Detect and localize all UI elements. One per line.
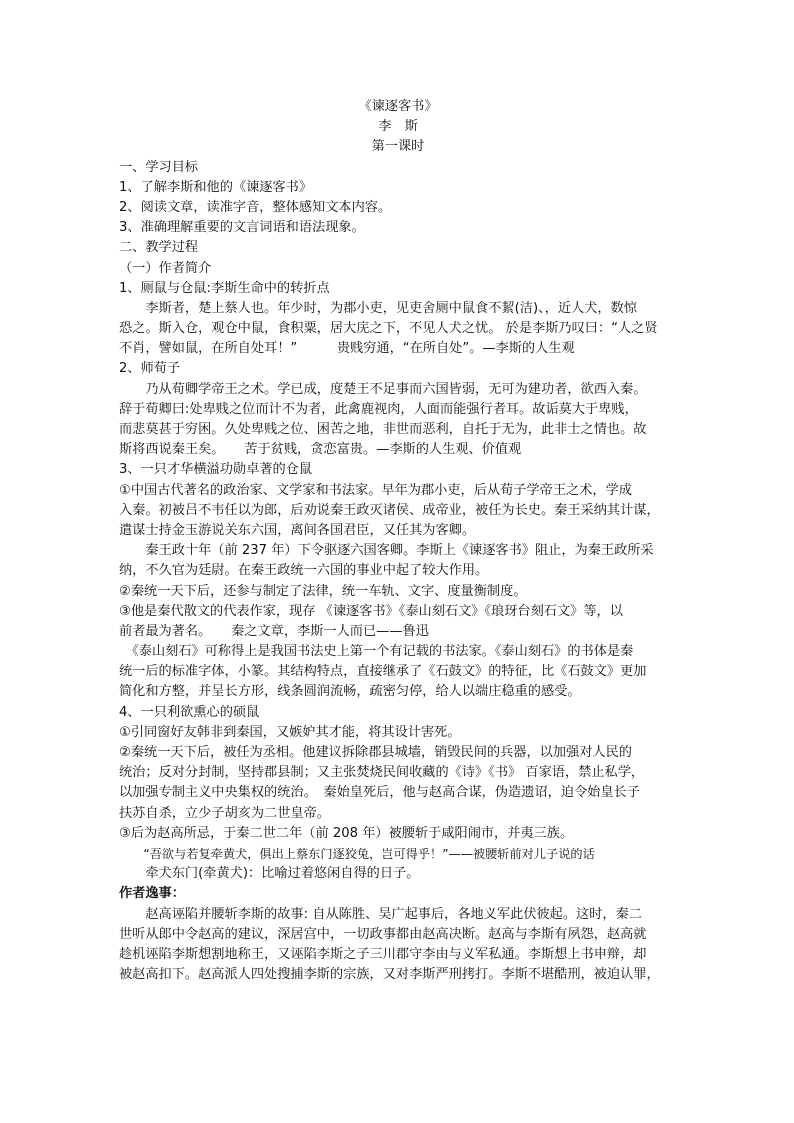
paragraph-line: 统一后的标准字体，小篆。其结构特点，直接继承了《石鼓文》的特征，比《石鼓文》更加 — [119, 664, 647, 680]
subsection-heading: 4、一只利欲熏心的硕鼠 — [119, 704, 260, 720]
anecdote-heading: 作者逸事： — [119, 886, 185, 902]
paragraph-line: 纳，不久官为廷尉。在秦王政统一六国的事业中起了较大作用。 — [119, 563, 489, 579]
paragraph-line: 以加强专制主义中央集权的统治。 秦始皇死后，他与赵高合谋，伪造遗诏，迫令始皇长子 — [119, 785, 640, 801]
list-item: 2、阅读文章，读准字音，整体感知文本内容。 — [119, 199, 392, 215]
paragraph-line: 李斯者，楚上蔡人也。年少时，为郡小吏，见吏舍厕中鼠食不絜(洁)、，近人犬，数惊 — [119, 300, 637, 316]
section-heading: 二、教学过程 — [119, 240, 199, 256]
quote-line: “吾欲与若复牵黄犬，俱出上蔡东门逐狡兔，岂可得乎！”——被腰斩前对儿子说的话 — [119, 846, 595, 861]
paragraph-line: 秦王政十年（前 237 年）下令驱逐六国客卿。李斯上《谏逐客书》阻止，为秦王政所采 — [119, 543, 654, 559]
paragraph-line: 前者最为著名。 秦之文章，李斯一人而已——鲁迅 — [119, 623, 429, 639]
paragraph-line: 《泰山刻石》可称得上是我国书法史上第一个有记载的书法家。《泰山刻石》的书体是秦 — [119, 644, 634, 660]
paragraph-line: ③后为赵高所忌，于秦二世二年（前 208 年）被腰斩于咸阳闹市，并夷三族。 — [119, 825, 574, 841]
paragraph-line: 入秦。初被吕不韦任以为郎，后劝说秦王政灭诸侯、成帝业，被任为长史。秦王采纳其计谋， — [119, 502, 660, 518]
paragraph-line: 遣谋士持金玉游说关东六国，离间各国君臣，又任其为客卿。 — [119, 522, 476, 538]
list-item: 3、准确理解重要的文言词语和语法现象。 — [119, 220, 365, 236]
paragraph-line: ③他是秦代散文的代表作家，现存 《谏逐客书》《泰山刻石文》《琅玡台刻石文》等，以 — [119, 603, 623, 619]
paragraph-line: 扶苏自杀，立少子胡亥为二世皇帝。 — [119, 805, 330, 821]
paragraph-line: 斯将西说秦王矣。 苦于贫贱，贪恋富贵。—李斯的人生观、价值观 — [119, 442, 522, 458]
author-name: 李 斯 — [378, 119, 418, 135]
paragraph-line: ①中国古代著名的政治家、文学家和书法家。早年为郡小吏，后从荀子学帝王之术，学成 — [119, 482, 632, 498]
list-item: 1、了解李斯和他的《谏逐客书》 — [119, 179, 313, 195]
paragraph-line: 恐之。斯入仓，观仓中鼠，食积粟，居大庑之下，不见人犬之忧。 於是李斯乃叹曰：“人之贤 — [119, 321, 658, 337]
paragraph-line: 乃从荀卿学帝王之术。学已成，度楚王不足事而六国皆弱，无可为建功者，欲西入秦。 — [119, 381, 647, 397]
paragraph-line: 世听从郎中令赵高的建议，深居宫中，一切政事都由赵高决断。赵高与李斯有夙怨，赵高就 — [119, 926, 647, 942]
section-heading: 一、学习目标 — [119, 159, 199, 175]
paragraph-line: 趁机诬陷李斯想割地称王，又诬陷李斯之子三川郡守李由与义军私通。李斯想上书申辩，却 — [119, 946, 647, 962]
subsection-heading: 2、师荀子 — [119, 361, 181, 377]
paragraph-line: ②秦统一天下后，还参与制定了法律，统一车轨、文字、度量衡制度。 — [119, 583, 527, 599]
paragraph-line: 简化和方整，并呈长方形，线条圆润流畅，疏密匀停，给人以端庄稳重的感受。 — [119, 684, 581, 700]
paragraph-line: 而悲莫甚于穷困。久处卑贱之位、困苦之地，非世而恶利，自托于无为，此非士之情也。故 — [119, 422, 647, 437]
subsection-heading: 1、厕鼠与仓鼠:李斯生命中的转折点 — [119, 280, 330, 296]
paragraph-line: 辞于荀卿曰:处卑贱之位而计不为者，此禽鹿视肉，人面而能强行者耳。故诟莫大于卑贱， — [119, 401, 638, 417]
subsection-heading: （一）作者简介 — [119, 260, 212, 276]
paragraph-line: 统治；反对分封制，坚持郡县制；又主张焚烧民间收藏的《诗》《书》 百家语，禁止私学， — [119, 765, 645, 781]
paragraph-line: 不肖，譬如鼠，在所自处耳！” 贵贱穷通，“在所自处”。—李斯的人生观 — [119, 341, 575, 357]
paragraph-line: 赵高诬陷并腰斩李斯的故事: 自从陈胜、吴广起事后，各地义军此伏彼起。这时，秦二 — [119, 906, 642, 922]
lesson-label: 第一课时 — [371, 139, 425, 155]
document-body — [119, 97, 677, 985]
subsection-heading: 3、一只才华横溢功勋卓著的仓鼠 — [119, 462, 313, 478]
document-title: 《谏逐客书》 — [358, 99, 438, 114]
paragraph-line: 牵犬东门(牵黄犬)：比喻过着悠闲自得的日子。 — [119, 866, 420, 882]
paragraph-line: ②秦统一天下后，被任为丞相。他建议拆除郡县城墙，销毁民间的兵器，以加强对人民的 — [119, 745, 632, 760]
paragraph-line: 被赵高扣下。赵高派人四处搜捕李斯的宗族，又对李斯严刑拷打。李斯不堪酷刑，被迫认罪， — [119, 967, 660, 983]
paragraph-line: ①引同窗好友韩非到秦国，又嫉妒其才能，将其设计害死。 — [119, 724, 461, 740]
